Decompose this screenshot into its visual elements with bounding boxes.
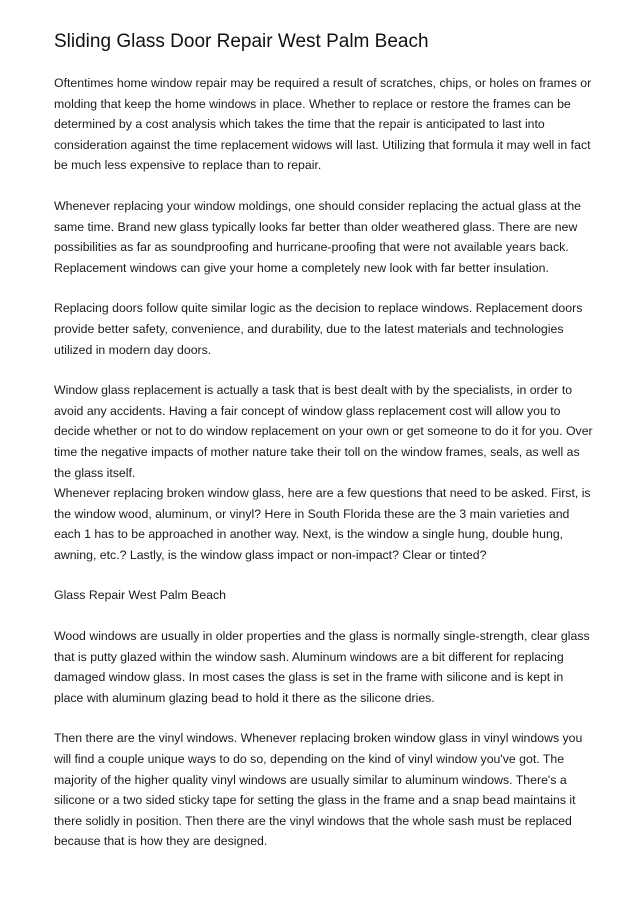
section-subheading: Glass Repair West Palm Beach [54, 588, 226, 603]
paragraph-glass-replacement: Window glass replacement is actually a task that is best dealt with by the specialists, in order to avoid any accidents. Having a fair concept of window glass replacement cost will allow you to decide whether or not to do window replacement on your own or get someone to do it for you. Over time the negative impacts of mother nature take their toll on the window frames, seals, as well as the glass itself. [54, 383, 593, 480]
document-title: Sliding Glass Door Repair West Palm Beach [54, 31, 429, 52]
paragraph-window-repair: Oftentimes home window repair may be required a result of scratches, chips, or holes on frames or molding that keep the home windows in place. Whether to replace or restore the frames can be determined by a cost analysis which takes the time that the repair is anticipated to last into consideration against the time replacement widows will last. Utilizing that formula it may well in fact be much less expensive to replace than to repair. [54, 76, 592, 173]
paragraph-moldings: Whenever replacing your window moldings, one should consider replacing the actual glass at the same time. Brand new glass typically looks far better than older weathered glass. There are new possibilities as far as soundproofing and hurricane-proofing that were not available years back. Replacement windows can give your home a completely new look with far better insulation. [54, 198, 582, 275]
paragraph-doors: Replacing doors follow quite similar logic as the decision to replace windows. Replacement doors provide better safety, convenience, and durability, due to the latest materials and technologies utilized in modern day doors. [54, 301, 583, 357]
paragraph-wood-aluminum: Wood windows are usually in older properties and the glass is normally single-strength, clear glass that is putty glazed within the window sash. Aluminum windows are a bit different for replacing damaged window glass. In most cases the glass is set in the frame with silicone and is kept in place with aluminum glazing bead to hold it there as the silicone dries. [54, 629, 590, 705]
paragraph-vinyl: Then there are the vinyl windows. Whenever replacing broken window glass in vinyl windows you will find a couple unique ways to do so, depending on the kind of vinyl window you've got. The majority of the higher quality vinyl windows are usually similar to aluminum windows. There's a silicone or a two sided sticky tape for setting the glass in the frame and a snap bead maintains it there solidly in position. Then there are the vinyl windows that the whole sash must be replaced because that is how they are designed. [54, 731, 583, 849]
paragraph-broken-glass-questions: Whenever replacing broken window glass, here are a few questions that need to be asked. First, is the window wood, aluminum, or vinyl? Here in South Florida these are the 3 main varieties and each 1 has to be approached in another way. Next, is the window a single hung, double hung, awning, etc.? Lastly, is the window glass impact or non-impact? Clear or tinted? [54, 486, 591, 562]
document-page [54, 30, 594, 872]
